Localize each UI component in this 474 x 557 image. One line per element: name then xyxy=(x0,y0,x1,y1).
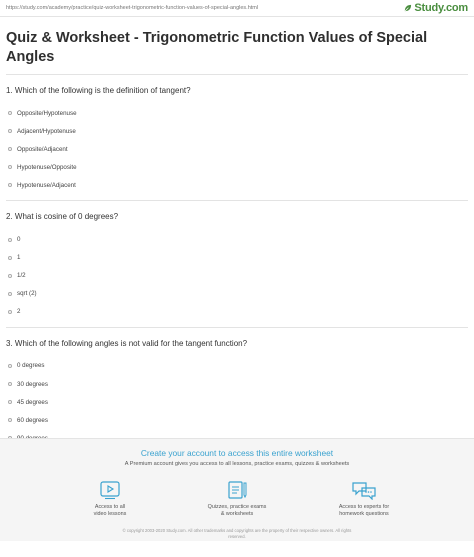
radio-button[interactable] xyxy=(8,364,12,368)
premium-cta-panel xyxy=(0,438,474,541)
option-label: 1 xyxy=(17,254,21,262)
option-label: 60 degrees xyxy=(17,416,48,424)
top-bar xyxy=(0,0,474,17)
radio-button[interactable] xyxy=(8,238,12,242)
answer-option[interactable] xyxy=(6,375,468,393)
answer-option[interactable] xyxy=(6,411,468,429)
answer-option[interactable] xyxy=(6,285,468,303)
question-text: 1. Which of the following is the definition of tangent? xyxy=(6,86,191,95)
radio-button[interactable] xyxy=(8,400,12,404)
feature-label xyxy=(94,504,127,518)
question-1 xyxy=(0,86,474,194)
answer-option[interactable] xyxy=(6,104,468,122)
cta-title-link[interactable]: Create your account to access this entire worksheet xyxy=(140,448,334,458)
radio-button[interactable] xyxy=(8,256,12,260)
copyright-line: reserved. xyxy=(228,534,246,539)
feature-experts xyxy=(324,480,404,518)
feature-label xyxy=(339,504,389,518)
cta-subtitle: A Premium account gives you access to all lessons, practice exams, quizzes & worksheets xyxy=(124,461,350,467)
feature-label-line: video lessons xyxy=(93,511,127,517)
radio-button[interactable] xyxy=(8,292,12,296)
logo-text: Study.com xyxy=(414,2,468,14)
answer-option[interactable] xyxy=(6,122,468,140)
feature-label-line: Access to experts for xyxy=(338,504,390,510)
option-label: Opposite/Adjacent xyxy=(17,145,68,153)
option-label: 45 degrees xyxy=(17,398,48,406)
feature-label-line: Access to all xyxy=(94,504,126,510)
leaf-icon xyxy=(403,4,412,13)
question-text: 3. Which of the following angles is not valid for the tangent function? xyxy=(6,338,248,348)
copyright-footer xyxy=(0,528,474,540)
radio-button[interactable] xyxy=(8,165,12,169)
answer-option[interactable] xyxy=(6,158,468,176)
option-label: 30 degrees xyxy=(17,380,48,388)
question-2 xyxy=(0,212,474,320)
answer-option[interactable] xyxy=(6,140,468,158)
option-label: 0 degrees xyxy=(17,362,45,370)
answer-option[interactable] xyxy=(6,267,468,285)
option-label: 2 xyxy=(17,308,21,316)
quizzes-icon xyxy=(226,480,248,500)
answer-option[interactable] xyxy=(6,357,468,375)
feature-label-line: homework questions xyxy=(339,511,389,517)
option-label: Hypotenuse/Opposite xyxy=(17,163,77,171)
divider xyxy=(6,327,468,328)
page-title: Quiz & Worksheet - Trigonometric Function Values of Special Angles xyxy=(6,30,428,65)
answer-option[interactable] xyxy=(6,393,468,411)
option-label: Hypotenuse/Adjacent xyxy=(17,181,76,189)
option-label: 1/2 xyxy=(17,272,26,280)
divider xyxy=(6,74,468,75)
question-text: 2. What is cosine of 0 degrees? xyxy=(6,212,119,222)
option-label: 0 xyxy=(17,236,21,244)
answer-option[interactable] xyxy=(6,303,468,321)
feature-list xyxy=(0,480,474,518)
page-url: https://study.com/academy/practice/quiz-worksheet-trigonometric-function-values-of-special-angles.html xyxy=(6,5,259,11)
divider xyxy=(6,200,468,201)
feature-video-lessons xyxy=(70,480,150,518)
radio-button[interactable] xyxy=(8,147,12,151)
copyright-line: © copyright 2003-2020 Study.com. All other trademarks and copyrights are the property of their respective owners. All rights xyxy=(122,528,352,533)
answer-option[interactable] xyxy=(6,230,468,248)
answer-option[interactable] xyxy=(6,249,468,267)
radio-button[interactable] xyxy=(8,310,12,314)
question-3 xyxy=(0,339,474,447)
study-logo[interactable] xyxy=(403,2,468,14)
radio-button[interactable] xyxy=(8,183,12,187)
feature-quizzes xyxy=(197,480,277,518)
video-lessons-icon xyxy=(99,480,121,500)
feature-label-line: & worksheets xyxy=(220,511,254,517)
radio-button[interactable] xyxy=(8,418,12,422)
radio-button[interactable] xyxy=(8,111,12,115)
feature-label-line: Quizzes, practice exams xyxy=(207,504,267,510)
feature-label xyxy=(208,504,267,518)
option-label: sqrt (2) xyxy=(17,290,37,298)
radio-button[interactable] xyxy=(8,382,12,386)
experts-icon xyxy=(351,480,377,500)
option-label: Opposite/Hypotenuse xyxy=(17,109,77,117)
radio-button[interactable] xyxy=(8,129,12,133)
radio-button[interactable] xyxy=(8,274,12,278)
option-label: Adjacent/Hypotenuse xyxy=(17,127,76,135)
answer-option[interactable] xyxy=(6,176,468,194)
